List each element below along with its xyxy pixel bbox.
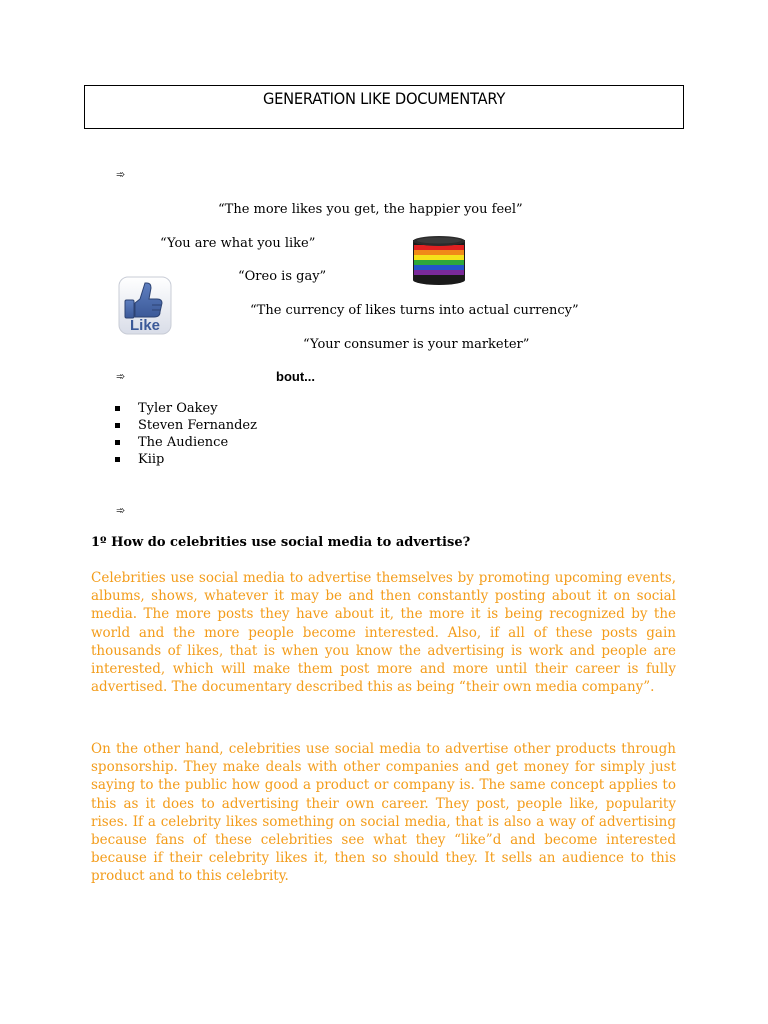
list-item: Steven Fernandez [112, 417, 257, 434]
arrow-bullet-icon: ➾ [116, 504, 126, 517]
like-icon-label: Like [129, 317, 161, 334]
list-item: The Audience [112, 434, 257, 451]
quote-consumer-marketer: “Your consumer is your marketer” [303, 337, 530, 352]
question-heading: 1º How do celebrities use social media to advertise? [91, 535, 471, 550]
title-box [84, 85, 684, 129]
about-label: bout... [276, 369, 315, 384]
list-item: Tyler Oakey [112, 400, 257, 417]
quote-oreo: “Oreo is gay” [238, 269, 327, 284]
list-item: Kiip [112, 451, 257, 468]
arrow-bullet-icon: ➾ [116, 370, 126, 383]
quote-currency: “The currency of likes turns into actual currency” [250, 303, 579, 318]
arrow-bullet-icon: ➾ [116, 168, 126, 181]
document-title: GENERATION LIKE DOCUMENTARY [262, 89, 506, 108]
people-list [112, 400, 257, 468]
answer-paragraph-1: Celebrities use social media to advertise themselves by promoting upcoming events, albums, shows, whatever it may be and then constantly posting about it on social media. The more posts they have about it, the more it is being recognized by the world and the more people become interested. Also, if all of these posts gain thousands of likes, that is when you know the advertising is work and people are interested, which will make them post more and more until their career is fully advertised. The documentary described this as being “their own media company”. [91, 570, 676, 696]
facebook-like-icon [118, 273, 172, 335]
quote-likes-happier: “The more likes you get, the happier you feel” [218, 202, 523, 217]
answer-paragraph-2: On the other hand, celebrities use social media to advertise other products through sponsorship. They make deals with other companies and get money for simply just saying to the public how good a product or company is. The same concept applies to this as it does to advertising their own career. They post, people like, popularity rises. If a celebrity likes something on social media, that is also a way of advertising because fans of these celebrities see what they “like”d and become interested because if their celebrity likes it, then so should they. It sells an audience to this product and to this celebrity. [91, 741, 676, 885]
quote-what-you-like: “You are what you like” [160, 236, 316, 251]
rainbow-oreo-icon [411, 236, 467, 286]
